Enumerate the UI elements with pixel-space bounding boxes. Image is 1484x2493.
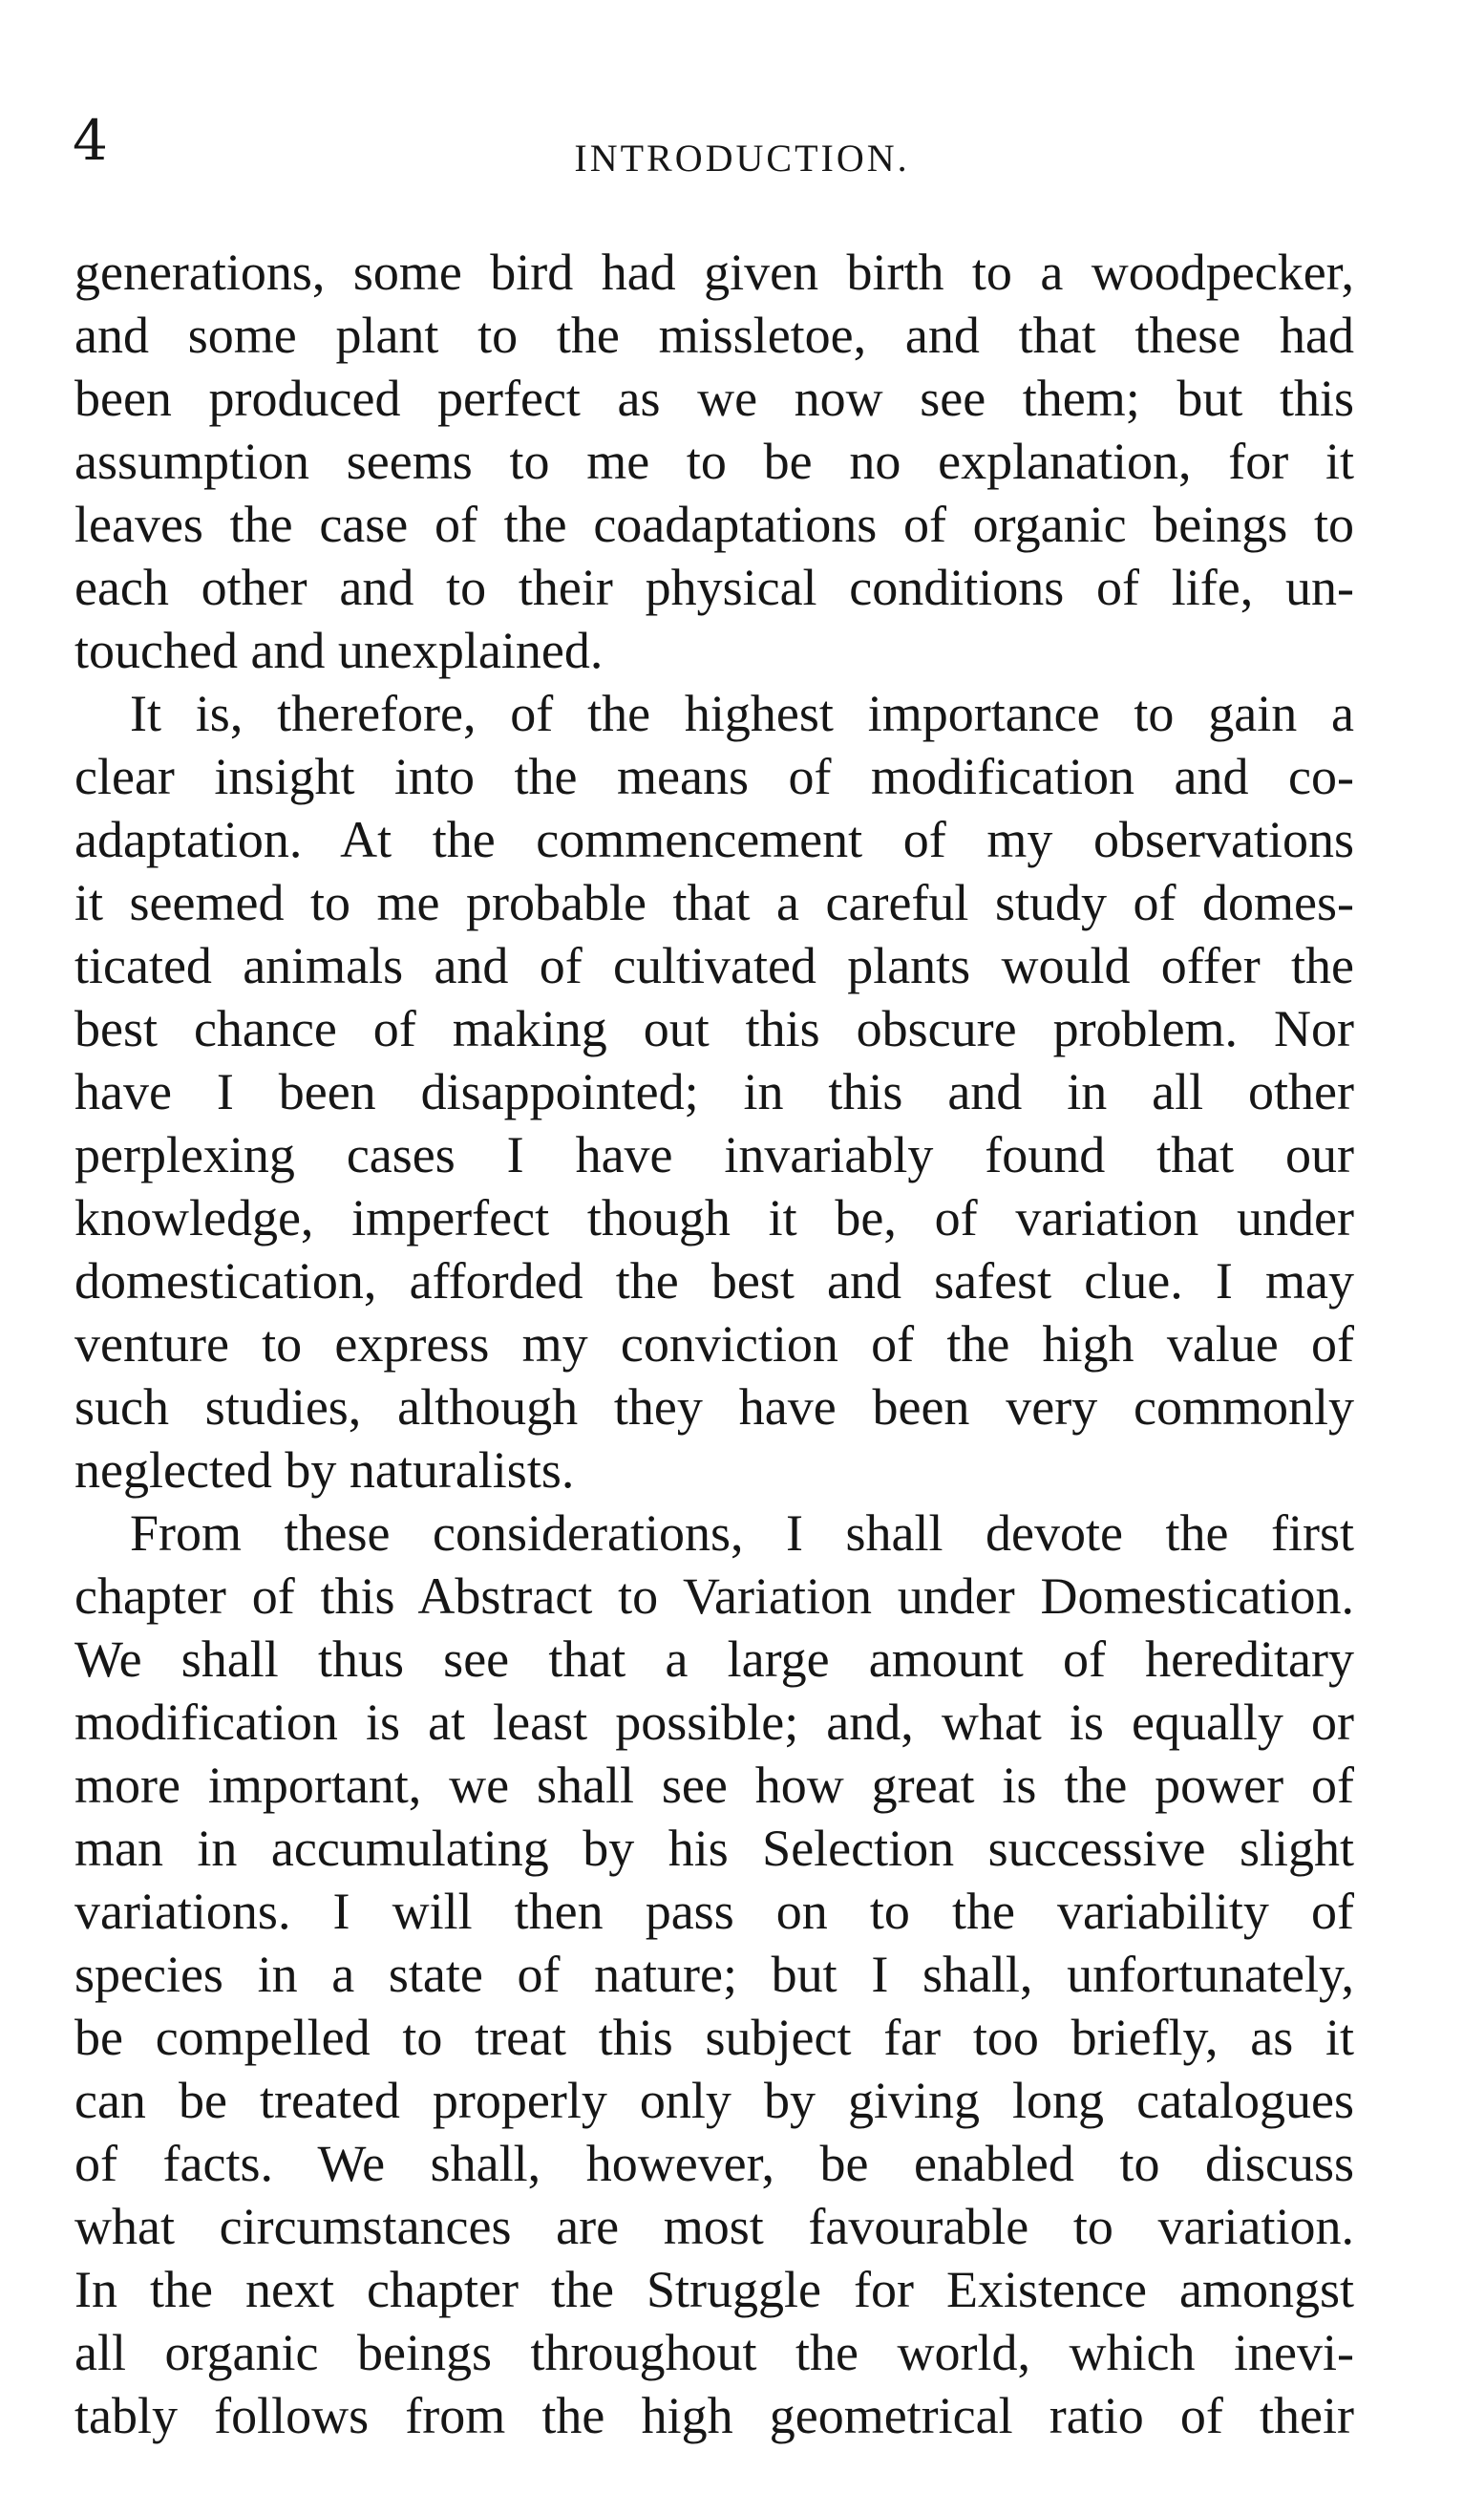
- text-line: knowledge, imperfect though it be, of variation under: [74, 1189, 1354, 1246]
- text-line: of facts. We shall, however, be enabled to discuss: [74, 2135, 1354, 2192]
- text-line: adaptation. At the commencement of my observations: [74, 811, 1354, 868]
- page-number: 4: [73, 108, 108, 173]
- text-line: more important, we shall see how great is the power of: [74, 1757, 1354, 1814]
- text-line: what circumstances are most favourable to variation.: [74, 2198, 1354, 2255]
- text-line: generations, some bird had given birth to a woodpecker,: [74, 244, 1354, 301]
- body-text: [74, 241, 1354, 2447]
- paragraph-first-line: From these considerations, I shall devote the first: [130, 1504, 1354, 1562]
- text-line: it seemed to me probable that a careful study of domes-: [74, 874, 1354, 931]
- text-line: modification is at least possible; and, what is equally or: [74, 1694, 1354, 1751]
- text-line: venture to express my conviction of the high value of: [74, 1315, 1354, 1373]
- text-line: tably follows from the high geometrical ratio of their: [74, 2387, 1354, 2444]
- text-line: In the next chapter the Struggle for Existence amongst: [74, 2261, 1354, 2318]
- text-line: each other and to their physical conditions of life, un-: [74, 559, 1354, 616]
- text-line: clear insight into the means of modification and co-: [74, 748, 1354, 805]
- text-line: best chance of making out this obscure problem. Nor: [74, 1000, 1354, 1057]
- text-line: ticated animals and of cultivated plants would offer the: [74, 937, 1354, 994]
- text-line: been produced perfect as we now see them; but this: [74, 370, 1354, 427]
- text-line: touched and unexplained.: [74, 622, 604, 679]
- text-line: can be treated properly only by giving long catalogues: [74, 2072, 1354, 2129]
- text-line: domestication, afforded the best and safest clue. I may: [74, 1252, 1354, 1310]
- text-line: species in a state of nature; but I shall, unfortunately,: [74, 1946, 1354, 2003]
- text-line: variations. I will then pass on to the variability of: [74, 1883, 1354, 1940]
- paragraph-first-line: It is, therefore, of the highest importance to gain a: [130, 685, 1354, 742]
- text-line: neglected by naturalists.: [74, 1441, 575, 1499]
- text-line: perplexing cases I have invariably found that our: [74, 1126, 1354, 1183]
- text-line: be compelled to treat this subject far too briefly, as it: [74, 2009, 1354, 2066]
- text-line: have I been disappointed; in this and in all other: [74, 1063, 1354, 1120]
- text-line: chapter of this Abstract to Variation under Domestication.: [74, 1567, 1354, 1625]
- text-line: leaves the case of the coadaptations of organic beings to: [74, 496, 1354, 553]
- running-title: INTRODUCTION.: [574, 137, 910, 180]
- text-line: We shall thus see that a large amount of hereditary: [74, 1630, 1354, 1688]
- text-line: such studies, although they have been very commonly: [74, 1378, 1354, 1436]
- text-line: all organic beings throughout the world, which inevi-: [74, 2324, 1354, 2381]
- text-line: man in accumulating by his Selection successive slight: [74, 1820, 1354, 1877]
- text-line: assumption seems to me to be no explanation, for it: [74, 433, 1354, 490]
- text-line: and some plant to the missletoe, and that these had: [74, 307, 1354, 364]
